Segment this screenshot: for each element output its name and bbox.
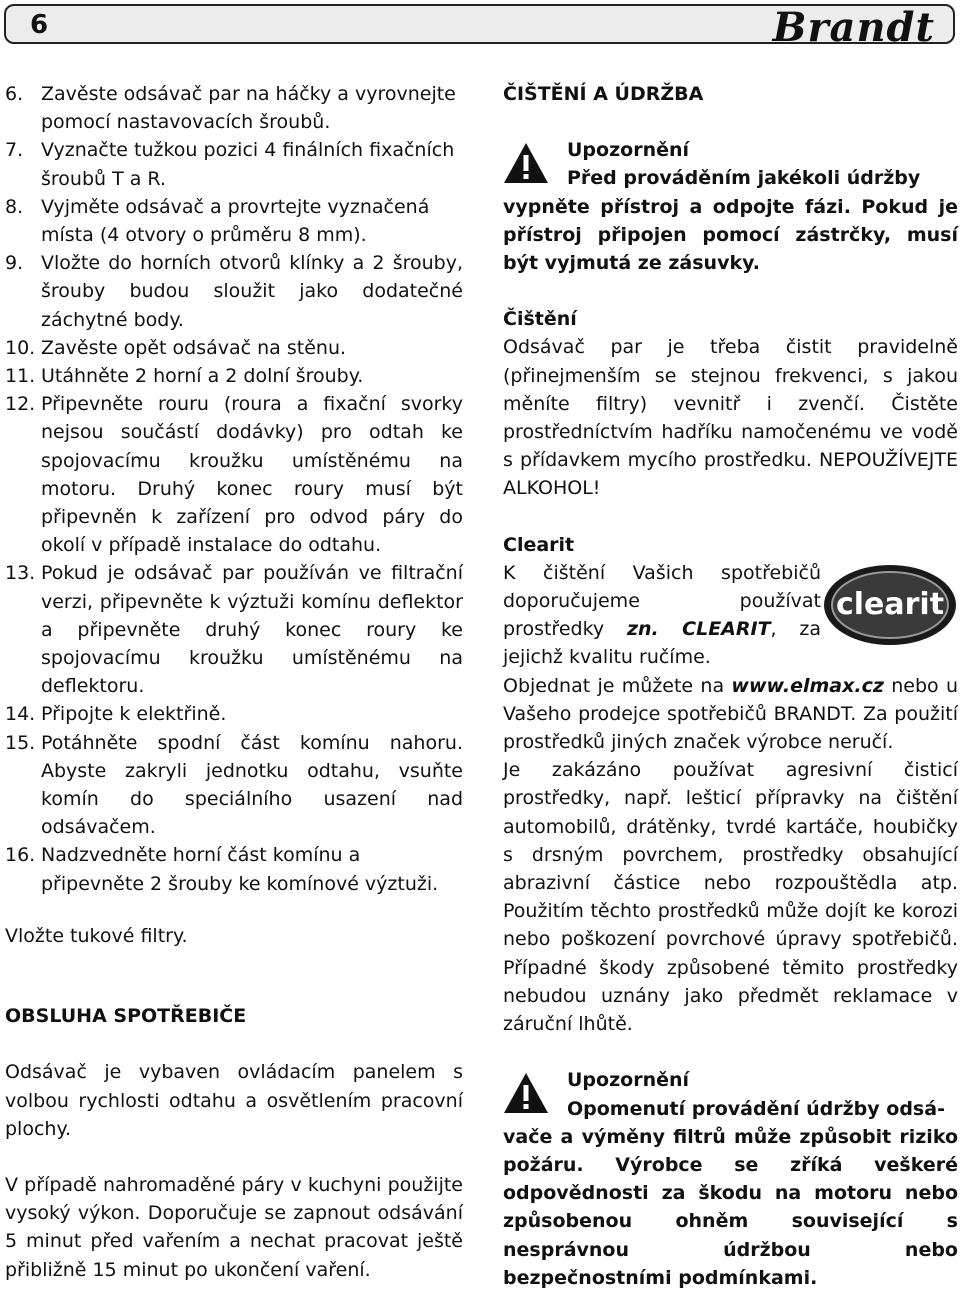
warning-icon — [503, 142, 549, 184]
cleaning-heading: Čištění — [503, 308, 577, 331]
filters-note: Vložte tukové filtry. — [5, 924, 188, 947]
step-item: 10. Zavěste opět odsávač na stěnu. — [5, 336, 347, 359]
warning-text: vypněte přístroj a odpojte fázi. Pokud je přístroj připojen pomocí zástrčky, musí být vyjmutá ze zásuvky. — [503, 195, 958, 275]
clearit-section — [503, 559, 958, 672]
warning-title: Upozornění — [567, 1069, 690, 1092]
step-item: 6. Zavěste odsávač par na háčky a vyrovnejte pomocí nastavovacích šroubů. — [5, 83, 456, 134]
step-item: 9. Vložte do horních otvorů klínky a 2 šrouby, šrouby budou sloužit jako dodatečné záchytné body. — [5, 252, 463, 331]
step-item: 12. Připevněte rouru (roura a fixační svorky nejsou součástí dodávky) pro odtah ke spojovacímu kroužku umístěnému na motoru. Druhý konec roury musí být připevněn k zařízení pro odvod páry do okolí v případě instalace do odtahu. — [5, 393, 463, 557]
step-item: 13. Pokud je odsávač par používán ve filtrační verzi, připevněte k výztuži komínu deflektor a připevněte druhý konec roury ke spojovacímu kroužku umístěnému na deflektoru. — [5, 562, 463, 698]
warning-box-1 — [503, 136, 958, 192]
clearit-logo — [822, 563, 958, 647]
right-column — [503, 80, 958, 1292]
page-header — [4, 4, 955, 51]
step-item: 14. Připojte k elektřině. — [5, 703, 227, 726]
cleaning-text: Odsávač par je třeba čistit pravidelně (přinejmenším se stejnou frekvenci, s jakou měníte filtry) vevnitř i zvenčí. Čistěte prostředníctvím hadříku namočenému ve vodě s přídavkem mycího prostředku. NEPOUŽÍVEJTE ALKOHOL! — [503, 336, 958, 500]
step-item: 16. Nadzvedněte horní část komínu a připevněte 2 šrouby ke komínové výztuži. — [5, 844, 439, 895]
step-item: 8. Vyjměte odsávač a provrtejte vyznačená místa (4 otvory o průměru 8 mm). — [5, 195, 430, 247]
warning-first-line: Před prováděním jakékoli údržby — [567, 167, 921, 190]
svg-text:clearit: clearit — [835, 586, 945, 622]
operation-heading: OBSLUHA SPOTŘEBIČE — [5, 1005, 247, 1028]
clearit-paragraph-1: K čištění Vašich spotřebičů doporučujeme používat prostředky zn. CLEARIT, za jejichž kvalitu ručíme. — [503, 561, 822, 669]
operation-paragraph-2: V případě nahromaděné páry v kuchyni použijte vysoký výkon. Doporučuje se zapnout odsávání 5 minut před vařením a nechat pracovat ještě přibližně 15 minut po ukončení vaření. — [5, 1173, 463, 1281]
installation-steps — [5, 80, 463, 898]
brand-logo: Brandt — [772, 4, 935, 51]
operation-paragraph-1: Odsávač je vybaven ovládacím panelem s volbou rychlosti odtahu a osvětlením pracovní plochy. — [5, 1061, 463, 1140]
warning-first-line: Opomenutí provádění údržby odsá- — [567, 1097, 945, 1120]
clearit-heading: Clearit — [503, 533, 575, 556]
page-number: 6 — [30, 10, 49, 40]
warning-box-2 — [503, 1066, 958, 1122]
clearit-paragraph-3: Je zakázáno používat agresivní čisticí prostředky, např. lešticí přípravky na čištění automobilů, drátěnky, tvrdé kartáče, houbičky s drsným povrchem, prostředky obsahující abrazivní částice nebo rozpouštědla atp. Použitím těchto prostředků může dojít ke korozi nebo poškození povrchové úpravy spotřebičů. Případné škody způsobené těmito prostředky nebudou uznány jako předmět reklamace v záruční lhůtě. — [503, 759, 958, 1036]
clearit-brand: zn. CLEARIT — [626, 618, 771, 641]
warning-icon — [503, 1072, 549, 1114]
maintenance-heading: ČIŠTĚNÍ A ÚDRŽBA — [503, 83, 704, 105]
clearit-paragraph-2: Objednat je můžete na www.elmax.cz nebo u Vašeho prodejce spotřebičů BRANDT. Za použití prostředků jiných značek výrobce neručí. — [503, 674, 958, 754]
step-item: 11. Utáhněte 2 horní a 2 dolní šrouby. — [5, 365, 364, 388]
step-item: 7. Vyznačte tužkou pozici 4 finálních fixačních šroubů T a R. — [5, 139, 455, 190]
warning-text: vače a výměny filtrů může způsobit riziko požáru. Výrobce se zříká veškeré odpovědnosti za škodu na motoru nebo způsobenou ohněm související s nesprávnou údržbou nebo bezpečnostními podmínkami. — [503, 1125, 958, 1289]
step-item: 15. Potáhněte spodní část komínu nahoru. Abyste zakryli jednotku odtahu, vsuňte komín do speciálního usazení nad odsávačem. — [5, 731, 463, 839]
elmax-link[interactable]: www.elmax.cz — [731, 674, 884, 697]
warning-title: Upozornění — [567, 139, 690, 162]
left-column — [5, 80, 463, 1284]
